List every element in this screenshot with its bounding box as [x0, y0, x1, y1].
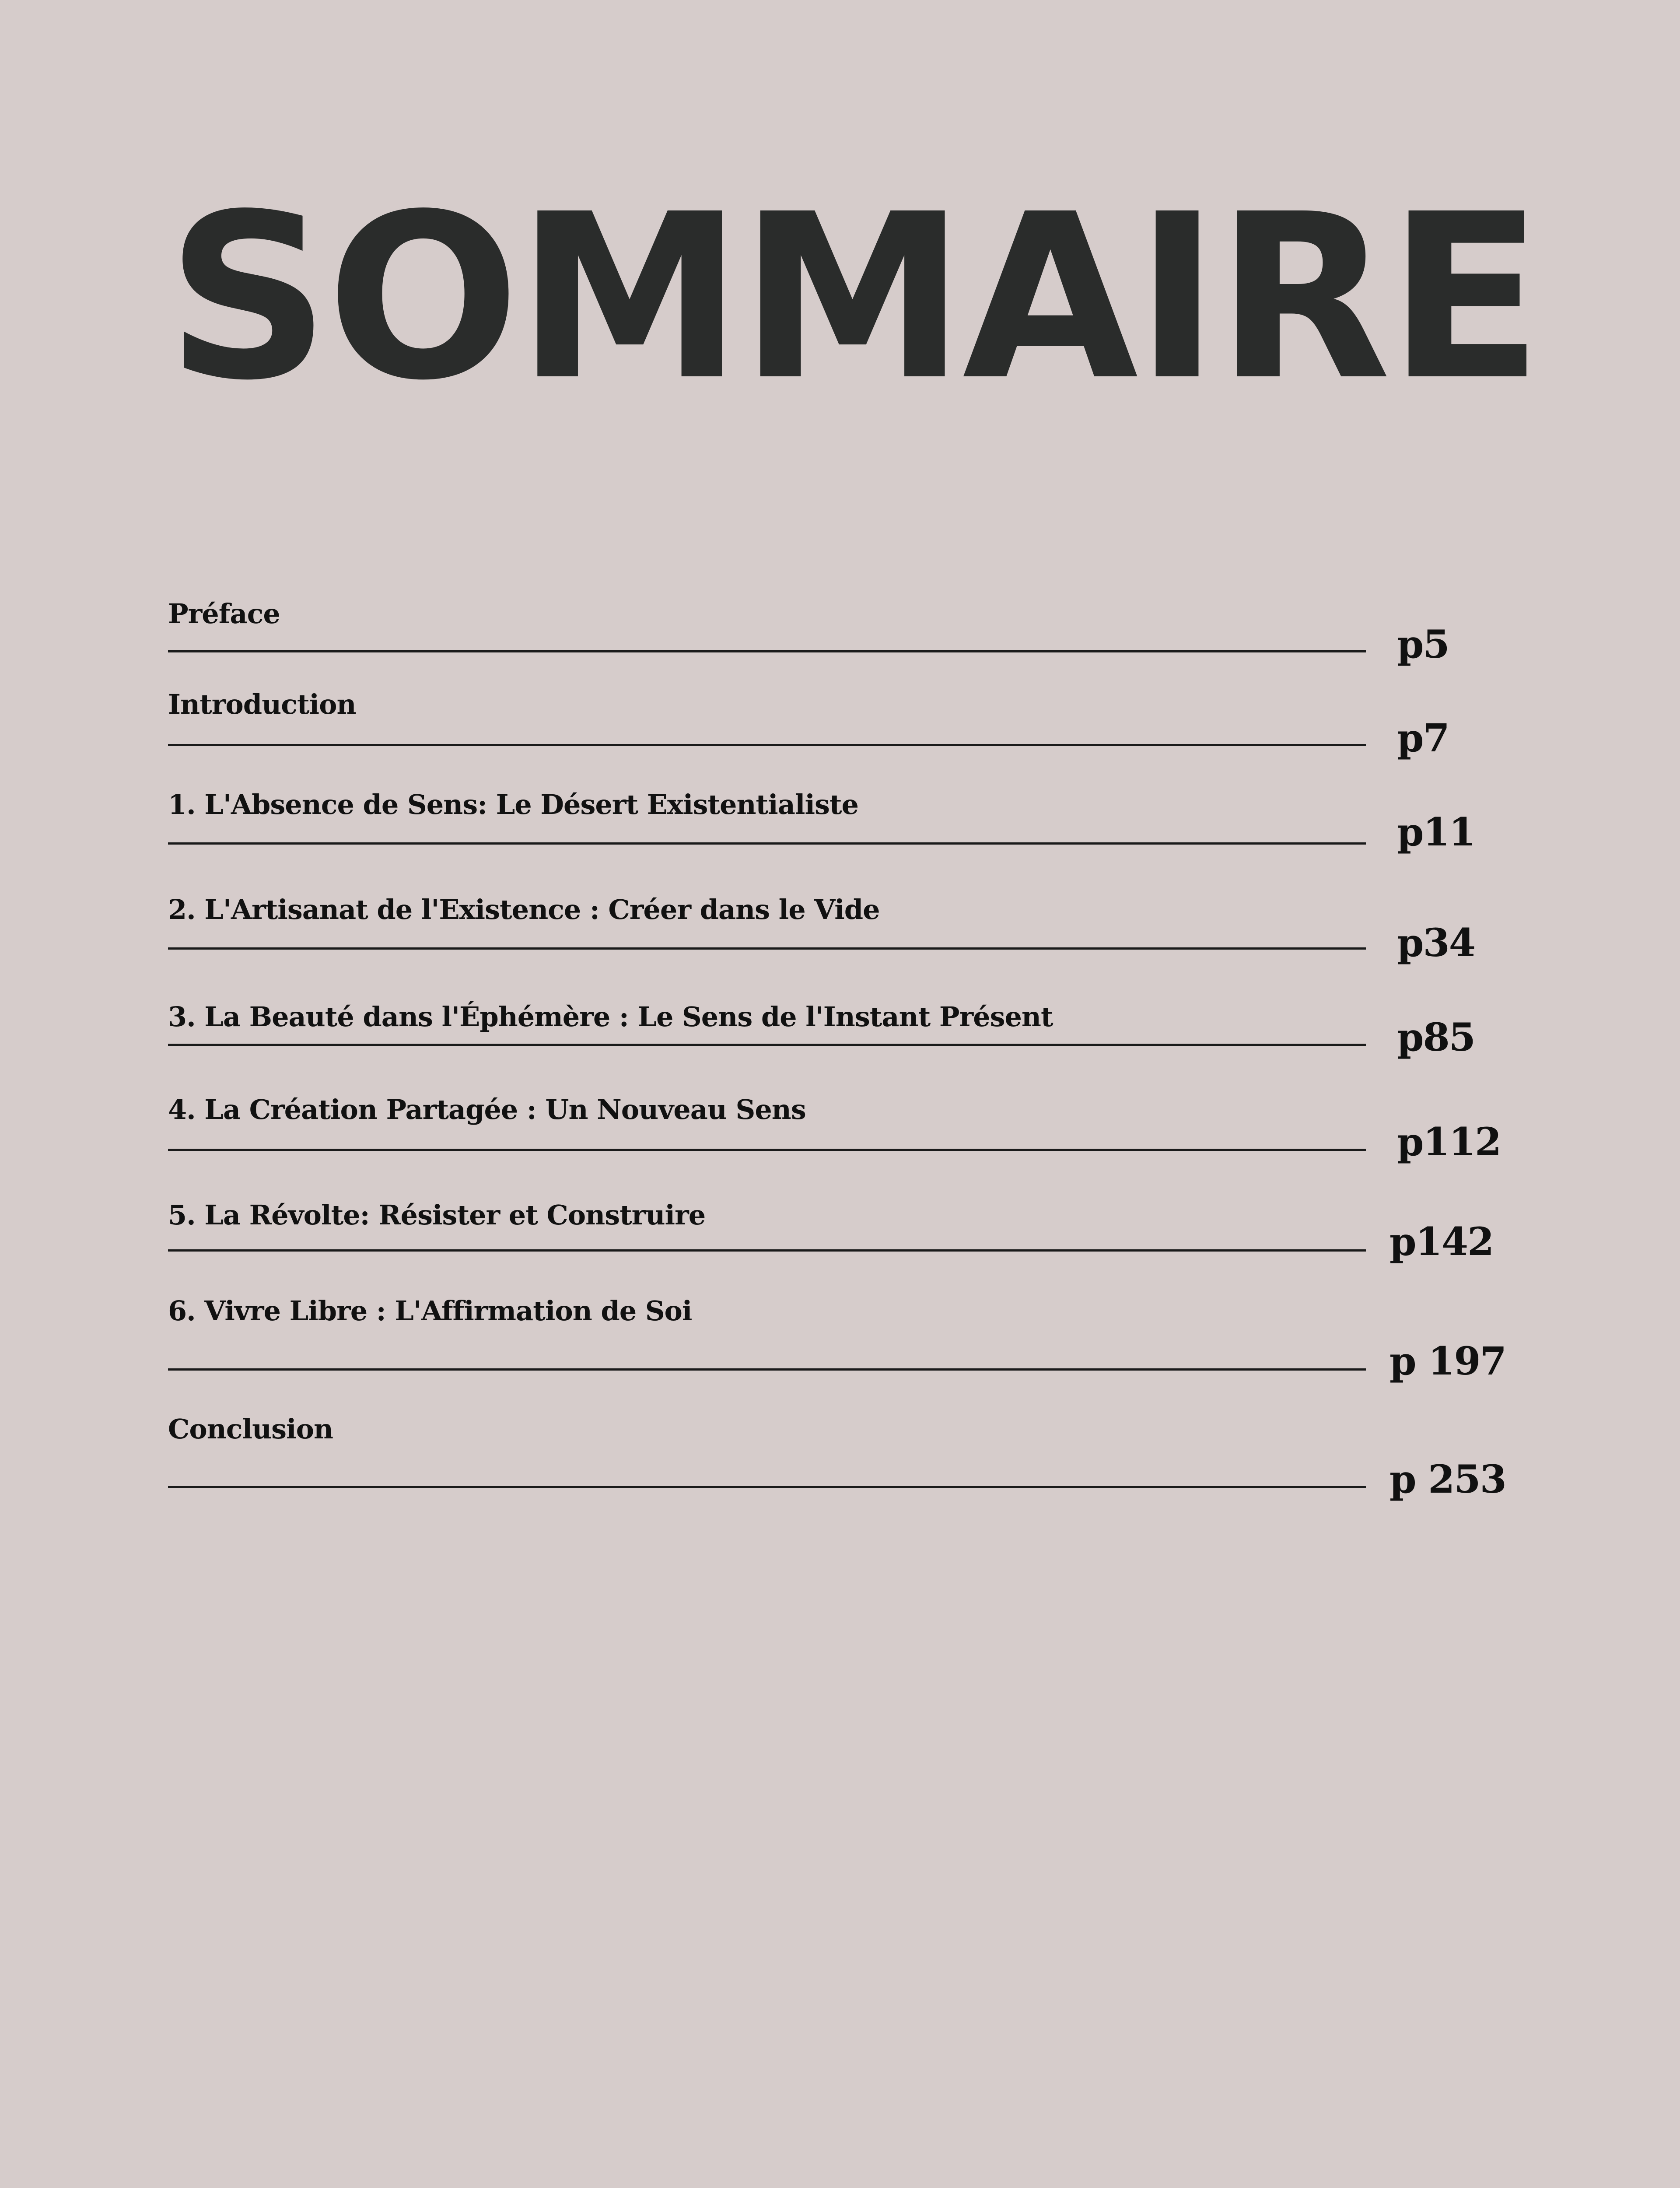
toc-entry-rule — [168, 1486, 1366, 1488]
toc-entry-label: Introduction — [168, 688, 356, 720]
toc-entry-page: p 197 — [1390, 1338, 1506, 1384]
toc-entry-label: 2. L'Artisanat de l'Existence : Créer dans le Vide — [168, 894, 880, 926]
toc-entry-label: 5. La Révolte: Résister et Construire — [168, 1199, 706, 1231]
toc-entry-rule — [168, 1044, 1366, 1046]
toc-entry-rule — [168, 947, 1366, 950]
toc-entry-page: p142 — [1390, 1219, 1494, 1264]
toc-entry-page: p112 — [1397, 1119, 1501, 1164]
toc-entry-label: 6. Vivre Libre : L'Affirmation de Soi — [168, 1295, 692, 1327]
toc-entry-rule — [168, 1249, 1366, 1252]
toc-entry-rule — [168, 1368, 1366, 1371]
toc-entry-label: 3. La Beauté dans l'Éphémère : Le Sens de l'Instant Présent — [168, 1001, 1053, 1033]
toc-entry-page: p11 — [1397, 809, 1475, 855]
toc-entry-rule — [168, 842, 1366, 845]
page-title: SOMMAIRE — [166, 165, 1540, 430]
toc-entry-label: 1. L'Absence de Sens: Le Désert Existentialiste — [168, 789, 858, 820]
toc-entry-rule — [168, 744, 1366, 746]
toc-entry-rule — [168, 650, 1366, 652]
toc-entry-label: Préface — [168, 598, 280, 630]
toc-entry-page: p 253 — [1390, 1456, 1506, 1502]
toc-entry-label: 4. La Création Partagée : Un Nouveau Sens — [168, 1094, 806, 1126]
toc-entry-page: p5 — [1397, 621, 1449, 667]
toc-entry-page: p85 — [1397, 1014, 1475, 1060]
toc-entry-page: p7 — [1397, 715, 1449, 761]
toc-entry-rule — [168, 1149, 1366, 1151]
toc-entry-page: p34 — [1397, 920, 1475, 965]
toc-entry-label: Conclusion — [168, 1413, 333, 1445]
